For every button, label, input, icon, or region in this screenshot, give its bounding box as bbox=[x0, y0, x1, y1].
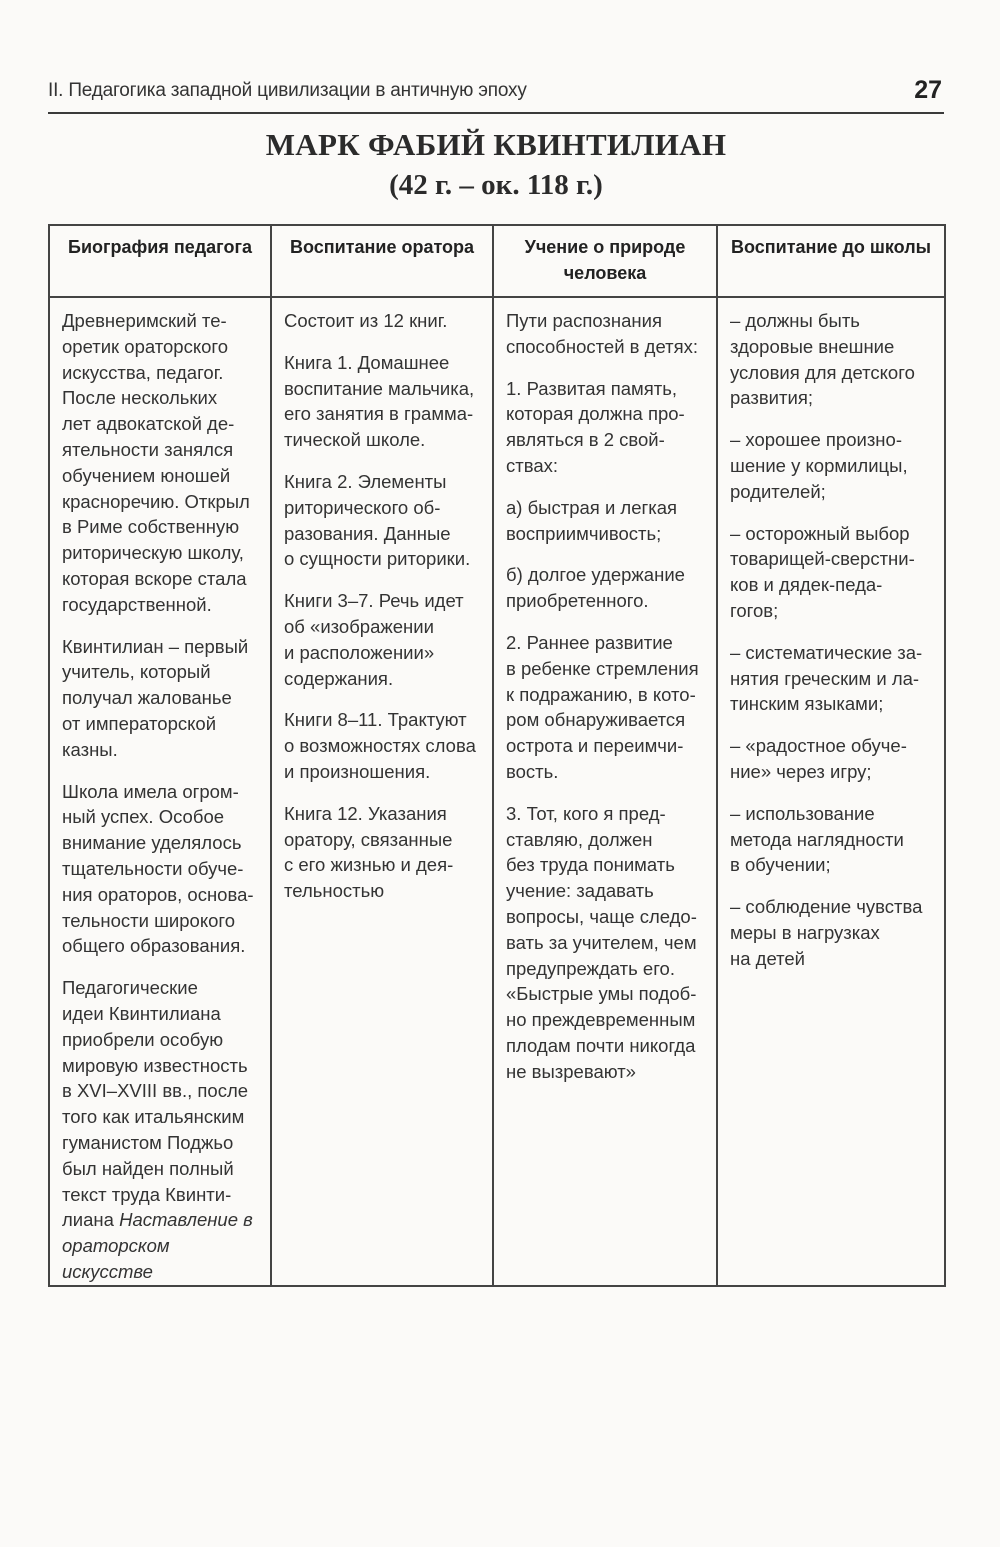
orator-paragraph: Книги 8–11. Трактуют о возможностях слова и произношения. bbox=[284, 709, 476, 782]
running-title: II. Педагогика западной цивилизации в античную эпоху bbox=[48, 80, 527, 101]
nature-paragraph: а) быстрая и легкая восприимчивость; bbox=[506, 496, 678, 544]
preschool-item: – соблюдение чувства меры в нагрузках на детей bbox=[730, 896, 923, 969]
biography-paragraph bbox=[62, 975, 260, 1285]
cell-orator bbox=[271, 297, 493, 1286]
preschool-item: – осторожный выбор товарищей-сверстни- ков и дядек-педа- гогов; bbox=[730, 522, 915, 621]
cell-preschool bbox=[717, 297, 945, 1286]
orator-paragraph: Книги 3–7. Речь идет об «изображении и расположении» содержания. bbox=[284, 590, 464, 689]
preschool-item: – систематические за- нятия греческим и ла- тинским языками; bbox=[730, 641, 923, 715]
biography-paragraph: Древнеримский те- оретик ораторского искусства, педагог. После нескольких лет адвокатской де- ятельности занялся обучением юношей красноречию. Открыл в Риме собственную риторическую школу, которая вскоре стала государственной. bbox=[62, 310, 250, 615]
title-name: МАРК ФАБИЙ КВИНТИЛИАН bbox=[265, 127, 727, 162]
nature-paragraph: 2. Раннее развитие в ребенке стремления к подражанию, в кото- ром обнаруживается острота и переимчи- вость. bbox=[506, 631, 699, 782]
preschool-item: – должны быть здоровые внешние условия для детского развития; bbox=[730, 310, 915, 409]
preschool-item: – использование метода наглядности в обучении; bbox=[730, 802, 904, 876]
header-preschool: Воспитание до школы bbox=[717, 225, 945, 297]
orator-paragraph: Состоит из 12 книг. bbox=[284, 310, 448, 331]
table-row bbox=[49, 297, 945, 1286]
header-nature: Учение о природе человека bbox=[493, 225, 717, 297]
pedagogy-table bbox=[48, 224, 946, 1287]
page-title bbox=[48, 126, 944, 204]
nature-paragraph: 3. Тот, кого я пред- ставляю, должен без труда понимать учение: задавать вопросы, чаще следо- вать за учителем, чем предупреждать его. «Быстрые умы подоб- но преждевременным плодам почти никогда не вызревают» bbox=[506, 802, 697, 1082]
preschool-item: – «радостное обуче- ние» через игру; bbox=[730, 735, 907, 782]
preschool-item: – хорошее произно- шение у кормилицы, родителей; bbox=[730, 429, 908, 502]
biography-paragraph: Школа имела огром- ный успех. Особое внимание уделялось тщательности обуче- ния ораторов, основа- тельности широкого общего образования. bbox=[62, 780, 254, 957]
nature-paragraph: Пути распознания способностей в детях: bbox=[506, 310, 699, 357]
orator-paragraph: Книга 2. Элементы риторического об- разования. Данные о сущности риторики. bbox=[284, 470, 471, 570]
orator-paragraph: Книга 1. Домашнее воспитание мальчика, его занятия в грамма- тической школе. bbox=[284, 351, 475, 451]
cell-biography bbox=[49, 297, 271, 1286]
table-header-row bbox=[49, 225, 945, 297]
biography-text: Педагогические идеи Квинтилиана приобрели особую мировую известность в XVI–XVIII вв., после того как итальянским гуманистом Поджьо был найден полный текст труда Квинти- лиана bbox=[62, 977, 249, 1231]
biography-paragraph: Квинтилиан – первый учитель, который получал жалованье от императорской казны. bbox=[62, 635, 249, 760]
cell-nature bbox=[493, 297, 717, 1286]
running-header bbox=[48, 78, 944, 114]
work-title: Наставление в ораторском искусстве bbox=[62, 1209, 253, 1282]
header-biography: Биография педагога bbox=[49, 225, 271, 297]
page-number: 27 bbox=[914, 76, 942, 104]
nature-paragraph: 1. Развитая память, которая должна про- являться в 2 свой- ствах: bbox=[506, 377, 685, 476]
nature-paragraph: б) долгое удержание приобретенного. bbox=[506, 564, 685, 612]
orator-paragraph: Книга 12. Указания оратору, связанные с его жизнью и дея- тельностью bbox=[284, 802, 454, 902]
title-years: (42 г. – ок. 118 г.) bbox=[389, 169, 603, 201]
header-orator: Воспитание оратора bbox=[271, 225, 493, 297]
